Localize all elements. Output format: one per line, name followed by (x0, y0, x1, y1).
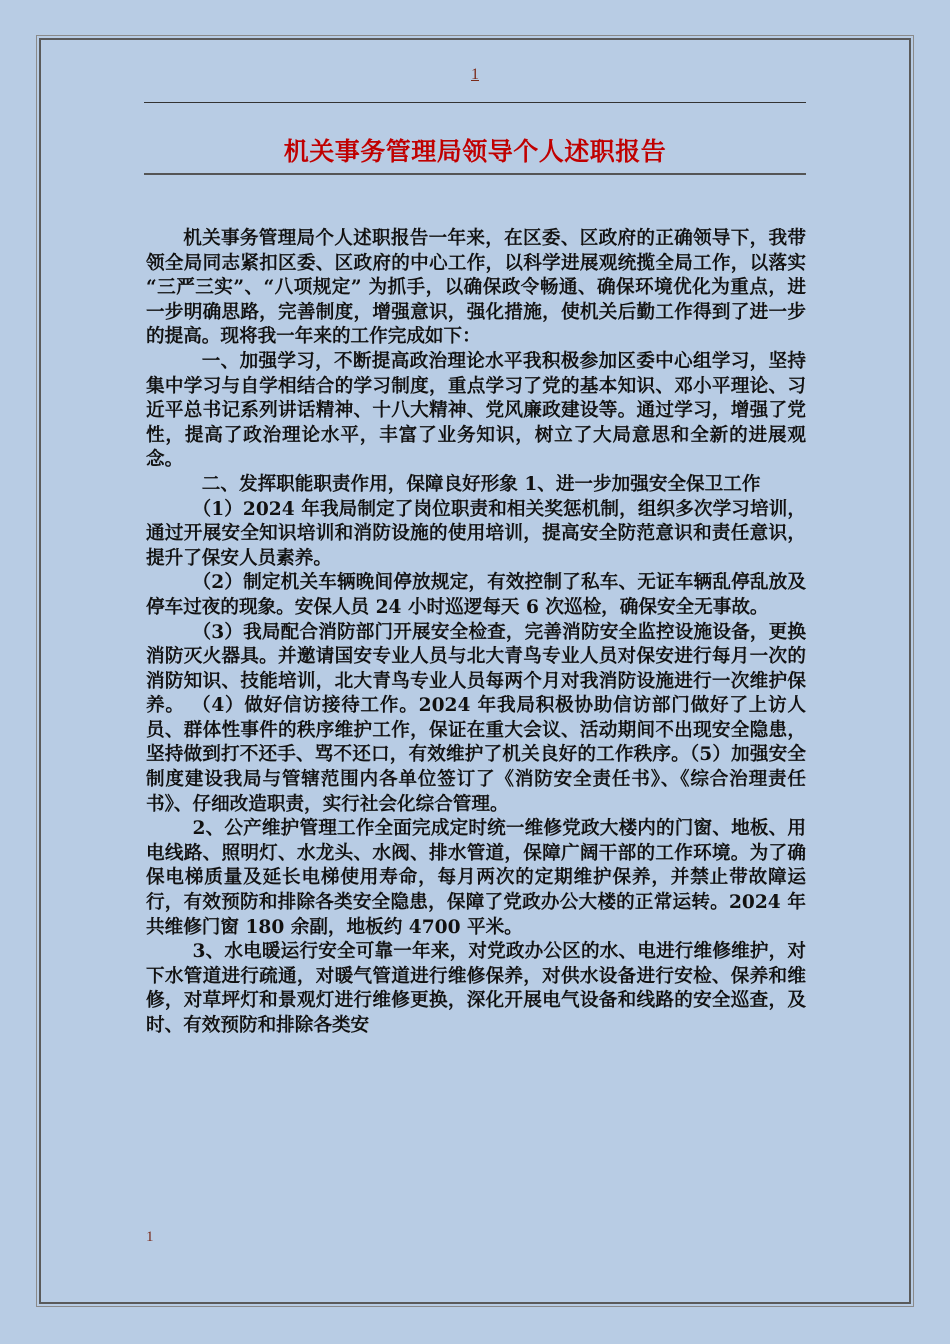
document-body (146, 227, 806, 1039)
paragraph: 一、加强学习，不断提高政治理论水平我积极参加区委中心组学习，坚持集中学习与自学相结合的学习制度，重点学习了党的基本知识、邓小平理论、习近平总书记系列讲话精神、十八大精神、党风廉政建设等。通过学习，增强了党性，提高了政治理论水平，丰富了业务知识，树立了大局意思和全新的进展观念。 (146, 350, 806, 471)
paragraph: 2、公产维护管理工作全面完成定时统一维修党政大楼内的门窗、地板、用电线路、照明灯、水龙头、水阀、排水管道，保障广阔干部的工作环境。为了确保电梯质量及延长电梯使用寿命，每月两次的定期维护保养，并禁止带故障运行，有效预防和排除各类安全隐患，保障了党政办公大楼的正常运转。2024 年共维修门窗 180 余副，地板约 4700 平米。 (146, 818, 806, 938)
paragraph: 3、水电暖运行安全可靠一年来，对党政办公区的水、电进行维修维护，对下水管道进行疏通，对暖气管道进行维修保养，对供水设备进行安检、保养和维修，对草坪灯和景观灯进行维修更换，深化开展电气设备和线路的安全巡查，及时、有效预防和排除各类安 (146, 941, 806, 1036)
paragraph: （1）2024 年我局制定了岗位职责和相关奖惩机制，组织多次学习培训，通过开展安全知识培训和消防设施的使用培训，提高安全防范意识和责任意识， 提升了保安人员素养。 (146, 498, 806, 569)
paragraph: 二、发挥职能职责作用，保障良好形象 1、进一步加强安全保卫工作 (201, 473, 761, 495)
footer-page-number: 1 (146, 1229, 154, 1245)
paragraph: （3）我局配合消防部门开展安全检查，完善消防安全监控设施设备，更换消防灭火器具。并邀请国安专业人员与北大青鸟专业人员对保安进行每月一次的消防知识、技能培训，北大青鸟专业人员每两个月对我消防设施进行一次维护保养。 （4）做好信访接待工作。2024 年我局积极协助信访部门做好了上访人员、群体性事件的秩序维护工作，保证在重大会议、活动期间不出现安全隐患，坚持做到打不还手、骂不还口，有效维护了机关良好的工作秩序。（5）加强安全制度建设我局与管辖范围内各单位签订了《消防安全责任书》、《综合治理责任书》、仔细改造职责，实行社会化综合管理。 (146, 621, 806, 815)
title-divider (144, 173, 806, 175)
header-divider (144, 102, 806, 103)
header-page-number: 1 (471, 66, 479, 83)
paragraph: （2）制定机关车辆晚间停放规定，有效控制了私车、无证车辆乱停乱放及停车过夜的现象。安保人员 24 小时巡逻每天 6 次巡检，确保安全无事故。 (146, 572, 806, 618)
document-title: 机关事务管理局领导个人述职报告 (283, 137, 667, 166)
paragraph: 机关事务管理局个人述职报告一年来，在区委、区政府的正确领导下，我带领全局同志紧扣区委、区政府的中心工作，以科学进展观统揽全局工作，以落实 “三严三实”、“八项规定” 为抓手，以确保政令畅通、确保环境优化为重点，进一步明确思路，完善制度，增强意识，强化措施，使机关后勤工作得到了进一步的提高。现将我一年来的工作完成如下： (146, 228, 806, 348)
